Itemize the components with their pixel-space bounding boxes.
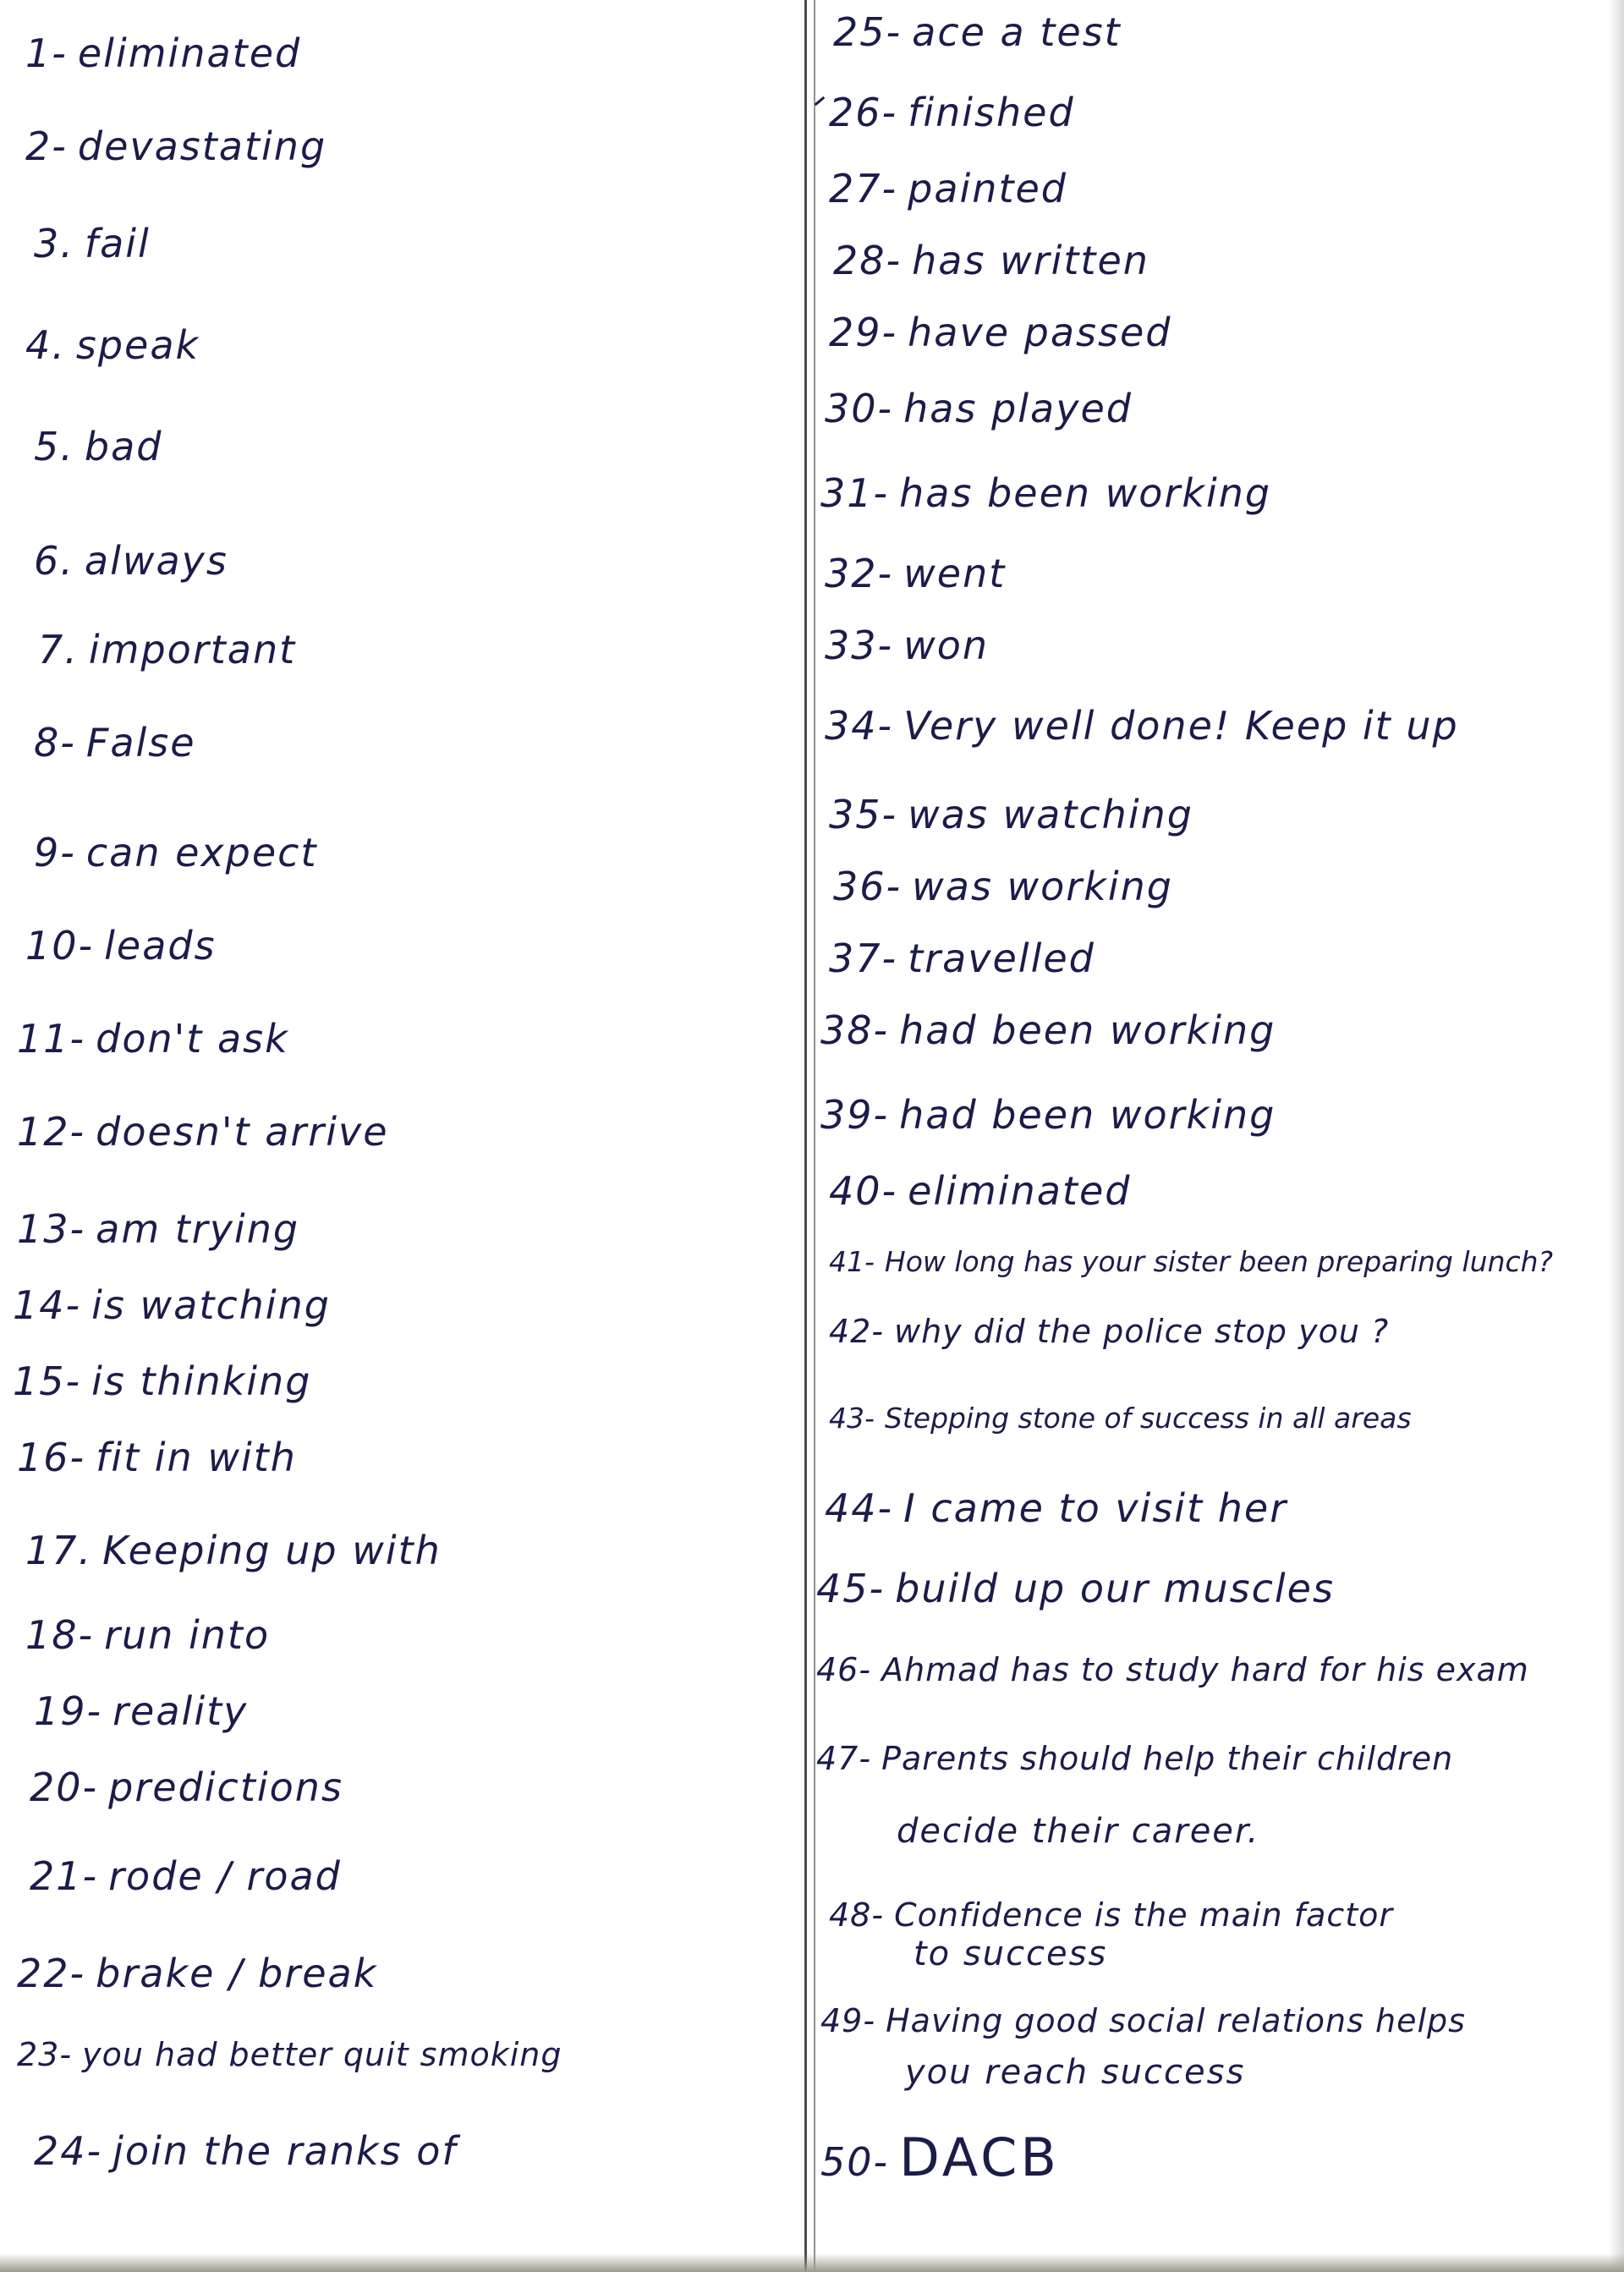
answer-item-33: [825, 623, 990, 668]
answer-text: don't ask: [96, 1016, 289, 1062]
answer-item-4: [25, 322, 200, 368]
answer-number: 35-: [829, 792, 898, 837]
answer-item-21: [30, 1853, 342, 1899]
answer-text: painted: [908, 166, 1067, 211]
answer-item-12: [17, 1109, 389, 1155]
answer-number: 29-: [829, 310, 898, 355]
column-divider: [804, 0, 807, 2272]
answer-item-11: [17, 1016, 289, 1062]
answer-text: ace a test: [912, 9, 1122, 55]
answer-number: 34-: [825, 703, 894, 749]
answer-continuation: decide their career.: [897, 1812, 1260, 1851]
answer-item-46: [816, 1651, 1529, 1688]
answer-number: 42-: [829, 1313, 885, 1350]
answer-text: eliminated: [77, 30, 302, 76]
answer-text: predictions: [108, 1764, 343, 1810]
page-edge-shadow: [1609, 0, 1624, 2272]
answer-item-13: [17, 1206, 300, 1252]
answer-item-25: [833, 9, 1122, 55]
answer-text: bad: [84, 424, 163, 469]
answer-item-2: [25, 123, 327, 169]
answer-item-15: [13, 1358, 312, 1404]
answer-number: 39-: [820, 1092, 890, 1138]
answer-number: 28-: [833, 238, 903, 283]
answer-text: Ahmad has to study hard for his exam: [881, 1651, 1529, 1688]
answer-item-22: [17, 1951, 378, 1996]
answer-number: 23-: [17, 2036, 73, 2073]
answer-text: is watching: [91, 1282, 331, 1328]
answer-text: can expect: [85, 830, 318, 875]
answer-number: 1-: [25, 30, 68, 76]
answer-text: have passed: [908, 310, 1172, 355]
answer-item-37: [829, 936, 1095, 981]
answer-text: had been working: [899, 1092, 1276, 1138]
answer-text: Parents should help their children: [881, 1740, 1454, 1777]
answer-number: 12-: [17, 1109, 86, 1155]
answer-text: am trying: [96, 1206, 300, 1252]
answer-text: has played: [903, 386, 1133, 431]
answer-number: 20-: [30, 1764, 99, 1810]
answer-text: DACB: [899, 2127, 1060, 2188]
answer-text: fit in with: [96, 1435, 297, 1480]
answer-number: 10-: [25, 923, 95, 969]
answer-text: has been working: [899, 470, 1272, 516]
answer-number: 30-: [825, 386, 894, 431]
answer-number: 5.: [34, 424, 74, 469]
answer-text: join the ranks of: [112, 2128, 458, 2174]
answer-item-45: [816, 1566, 1335, 1611]
answer-item-14: [13, 1282, 331, 1328]
answer-text: I came to visit her: [903, 1485, 1288, 1531]
answer-text: has written: [912, 238, 1149, 283]
answer-text: is thinking: [91, 1358, 312, 1404]
answer-text: devastating: [77, 123, 327, 169]
answer-item-36: [833, 864, 1173, 909]
answer-number: 31-: [820, 470, 890, 516]
answer-text: Having good social relations helps: [886, 2002, 1466, 2039]
answer-text: speak: [75, 322, 200, 368]
answer-number: 26-: [829, 90, 898, 135]
answer-number: 17.: [25, 1528, 93, 1573]
answer-number: 40-: [829, 1168, 898, 1214]
answer-item-38: [820, 1007, 1276, 1053]
answer-text: brake / break: [96, 1951, 378, 1996]
answer-number: 36-: [833, 864, 903, 909]
answer-number: 50-: [820, 2139, 890, 2185]
answer-number: 14-: [13, 1282, 82, 1328]
answer-number: 46-: [816, 1651, 872, 1688]
answer-number: 49-: [820, 2002, 876, 2039]
answer-text: doesn't arrive: [96, 1109, 389, 1155]
answer-text: run into: [104, 1612, 271, 1658]
answer-text: was working: [912, 864, 1173, 909]
answer-number: 9-: [34, 830, 76, 875]
answer-item-3: [34, 221, 151, 266]
answer-number: 15-: [13, 1358, 82, 1404]
answer-item-27: [829, 166, 1067, 211]
answer-item-44: [825, 1485, 1288, 1531]
answer-number: 25-: [833, 9, 903, 55]
answer-item-6: [34, 538, 228, 584]
answer-number: 7.: [38, 627, 79, 672]
answer-text: How long has your sister been preparing lunch?: [884, 1245, 1554, 1278]
answer-item-43: [829, 1402, 1412, 1435]
answer-item-48: [829, 1896, 1394, 1934]
answer-item-40: [829, 1168, 1132, 1214]
answer-text: travelled: [908, 936, 1095, 981]
check-mark: [815, 96, 826, 106]
answer-number: 38-: [820, 1007, 890, 1053]
answer-text: Stepping stone of success in all areas: [884, 1402, 1412, 1435]
answer-number: 33-: [825, 623, 894, 668]
answer-number: 41-: [829, 1245, 875, 1278]
answer-text: went: [903, 551, 1007, 596]
answer-item-39: [820, 1092, 1276, 1138]
answer-item-31: [820, 470, 1272, 516]
answer-text: False: [85, 720, 196, 766]
answer-text: leads: [104, 923, 217, 969]
answer-text: Confidence is the main factor: [894, 1896, 1394, 1934]
answer-item-34: [825, 703, 1459, 749]
answer-text: important: [88, 627, 297, 672]
answer-number: 11-: [17, 1016, 86, 1062]
answer-item-32: [825, 551, 1007, 596]
answer-number: 3.: [34, 221, 74, 266]
answer-text: always: [84, 538, 228, 584]
answer-item-49: [820, 2002, 1466, 2039]
answer-number: 22-: [17, 1951, 86, 1996]
answer-item-50: [820, 2127, 1060, 2188]
answer-item-1: [25, 30, 302, 76]
answer-item-16: [17, 1435, 297, 1480]
answer-number: 24-: [34, 2128, 103, 2174]
answer-text: Keeping up with: [102, 1528, 442, 1573]
answer-item-23: [17, 2036, 562, 2073]
answer-number: 13-: [17, 1206, 86, 1252]
answer-number: 44-: [825, 1485, 894, 1531]
answer-item-10: [25, 923, 217, 969]
answer-item-35: [829, 792, 1193, 837]
answer-number: 6.: [34, 538, 74, 584]
answer-number: 27-: [829, 166, 898, 211]
answer-continuation: you reach success: [905, 2053, 1246, 2092]
answer-text: Very well done! Keep it up: [903, 703, 1459, 749]
answer-number: 43-: [829, 1402, 875, 1435]
answer-text: rode / road: [108, 1853, 342, 1899]
answer-number: 32-: [825, 551, 894, 596]
answer-number: 21-: [30, 1853, 99, 1899]
page-bottom-shadow: [0, 2253, 1624, 2272]
answer-number: 2-: [25, 123, 68, 169]
answer-number: 18-: [25, 1612, 95, 1658]
answer-text: build up our muscles: [895, 1566, 1335, 1611]
answer-item-47: [816, 1742, 1453, 1775]
answer-number: 8-: [34, 720, 76, 766]
answer-text: eliminated: [908, 1168, 1132, 1214]
answer-text: you had better quit smoking: [82, 2036, 562, 2073]
answer-number: 45-: [816, 1566, 886, 1611]
answer-item-42: [829, 1313, 1390, 1350]
answer-item-7: [38, 627, 297, 672]
answer-text: finished: [908, 90, 1075, 135]
answer-text: fail: [84, 221, 151, 266]
answer-text: reality: [112, 1688, 249, 1734]
answer-item-5: [34, 424, 163, 469]
answer-text: was watching: [908, 792, 1193, 837]
answer-number: 4.: [25, 322, 66, 368]
answer-continuation: to success: [914, 1934, 1108, 1973]
answer-item-28: [833, 238, 1149, 283]
answer-item-18: [25, 1612, 271, 1658]
answer-item-30: [825, 386, 1133, 431]
answer-item-29: [829, 310, 1172, 355]
answer-number: 48-: [829, 1896, 885, 1934]
answer-number: 47-: [816, 1740, 872, 1777]
answer-text: had been working: [899, 1007, 1276, 1053]
answer-number: 37-: [829, 936, 898, 981]
answer-item-24: [34, 2128, 458, 2174]
answer-item-41: [829, 1245, 1554, 1278]
answer-item-8: [34, 720, 196, 766]
answer-number: 19-: [34, 1688, 103, 1734]
answer-text: won: [903, 623, 990, 668]
answer-item-26: [829, 90, 1075, 135]
answer-item-9: [34, 830, 318, 875]
column-divider-inner: [814, 0, 815, 2272]
answer-text: why did the police stop you ?: [894, 1313, 1390, 1350]
answer-item-19: [34, 1688, 249, 1734]
answer-item-20: [30, 1764, 343, 1810]
answer-item-17: [25, 1528, 442, 1573]
answer-number: 16-: [17, 1435, 86, 1480]
